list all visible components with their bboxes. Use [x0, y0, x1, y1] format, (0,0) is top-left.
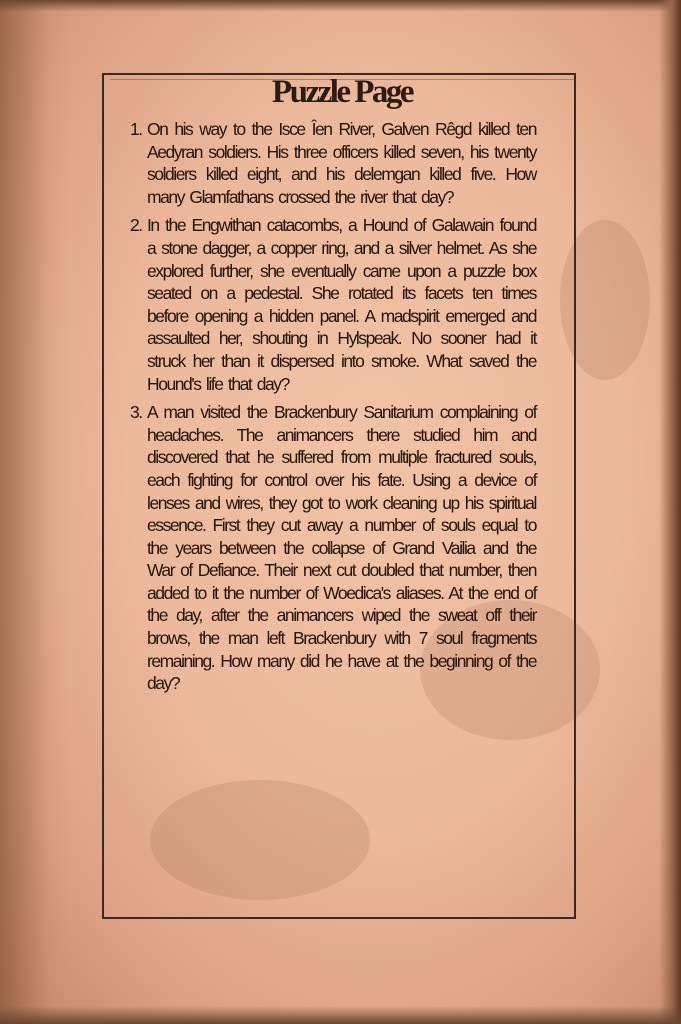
- puzzle-item-1: [130, 118, 536, 208]
- puzzle-item-3: [130, 401, 536, 695]
- puzzle-number: 3.: [130, 402, 142, 423]
- puzzle-list: [130, 118, 536, 701]
- puzzle-number: 1.: [130, 119, 142, 139]
- puzzle-number: 2.: [130, 215, 142, 236]
- page-title: Puzzle Page: [271, 74, 413, 110]
- puzzle-item-2: [130, 214, 536, 395]
- torn-edge-bottom: [0, 1006, 681, 1024]
- torn-edge-top: [0, 0, 681, 12]
- puzzle-text: In the Engwithan catacombs, a Hound of Galawain found a stone dagger, a copper ring, and a silver helmet. As she explored further, she eventually came upon a puzzle box seated on a pedestal. She rotated its facets ten times before opening a hidden panel. A madspirit emerged and assaulted her, shouting in Hylspeak. No sooner had it struck her than it dispersed into smoke. What saved the Hound's life that day?: [147, 215, 536, 394]
- torn-edge-right: [659, 0, 681, 1024]
- left-shadow: [0, 0, 70, 1024]
- puzzle-text: A man visited the Brackenbury Sanitarium complaining of headaches. The animancers there studied him and discovered that he suffered from multiple fractured souls, each fighting for control over his fate. Using a device of lenses and wires, they got to work cleaning up his spiritual essence. First they cut away a number of souls equal to the years between the collapse of Grand Vailia and the War of Defiance. Their next cut doubled that number, then added to it the number of Woedica's aliases. At the end of the day, after the animancers wiped the sweat off their brows, the man left Brackenbury with 7 soul fragments remaining. How many did he have at the beginning of the day?: [147, 402, 536, 694]
- puzzle-text: On his way to the Isce Îen River, Galven Rêgd killed ten Aedyran soldiers. His three officers killed seven, his twenty soldiers killed eight, and his delemgan killed five. How many Glamfathans crossed the river that day?: [147, 119, 536, 207]
